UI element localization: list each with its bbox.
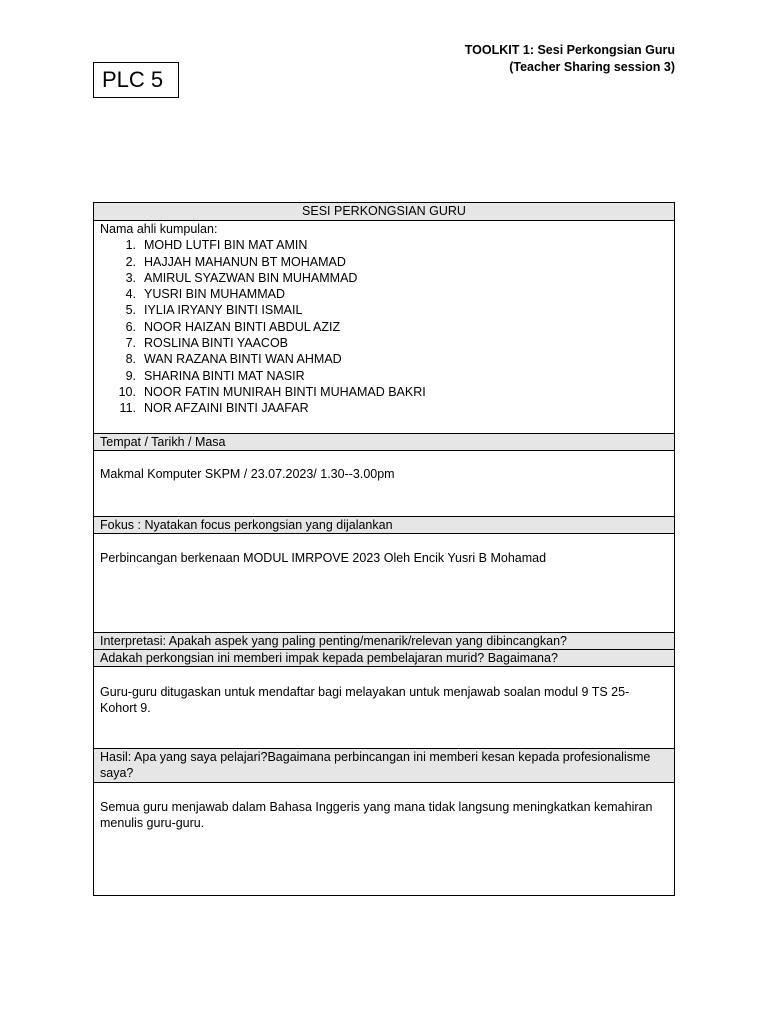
place-label: Tempat / Tarikh / Masa: [100, 435, 226, 449]
member-number: 4.: [125, 287, 136, 302]
member-list-item: [100, 368, 668, 384]
members-list: [100, 237, 668, 416]
focus-value: Perbincangan berkenaan MODUL IMRPOVE 2023 Oleh Encik Yusri B Mohamad: [100, 551, 547, 565]
member-name: SHARINA BINTI MAT NASIR: [144, 368, 305, 383]
members-section: [94, 220, 674, 434]
member-name: WAN RAZANA BINTI WAN AHMAD: [144, 352, 342, 367]
member-name: HAJJAH MAHANUN BT MOHAMAD: [144, 254, 346, 269]
impact-label: Adakah perkongsian ini memberi impak kepada pembelajaran murid? Bagaimana?: [100, 651, 558, 665]
member-list-item: [100, 319, 668, 335]
toolkit-heading: [465, 42, 675, 76]
member-list-item: [100, 400, 668, 416]
member-number: 7.: [125, 336, 136, 351]
focus-label: Fokus : Nyatakan focus perkongsian yang dijalankan: [100, 518, 393, 532]
form-title-row: [94, 203, 674, 220]
member-number: 1.: [125, 238, 136, 253]
member-number: 6.: [125, 319, 136, 334]
impact-label-row: [94, 649, 674, 666]
toolkit-title: TOOLKIT 1: Sesi Perkongsian Guru: [464, 43, 675, 57]
plc-label: PLC 5: [102, 67, 164, 92]
member-list-item: [100, 286, 668, 302]
result-value-section: [94, 782, 674, 896]
interpretation-label: Interpretasi: Apakah aspek yang paling penting/menarik/relevan yang dibincangkan?: [100, 634, 567, 648]
member-number: 3.: [125, 270, 136, 285]
member-list-item: [100, 237, 668, 253]
member-name: NOOR FATIN MUNIRAH BINTI MUHAMAD BAKRI: [144, 384, 426, 399]
interpretation-label-row: [94, 632, 674, 649]
member-number: 9.: [125, 368, 136, 383]
focus-value-section: [94, 533, 674, 632]
member-name: IYLIA IRYANY BINTI ISMAIL: [144, 303, 303, 318]
member-list-item: [100, 270, 668, 286]
result-label-row: [94, 748, 674, 782]
member-list-item: [100, 384, 668, 400]
focus-label-row: [94, 516, 674, 533]
member-name: YUSRI BIN MUHAMMAD: [144, 287, 285, 302]
place-value: Makmal Komputer SKPM / 23.07.2023/ 1.30--3.00pm: [100, 467, 395, 481]
impact-value-section: [94, 666, 674, 748]
result-label: Hasil: Apa yang saya pelajari?Bagaimana perbincangan ini memberi kesan kepada profesionalisme saya?: [100, 750, 651, 781]
result-value: Semua guru menjawab dalam Bahasa Inggeris yang mana tidak langsung meningkatkan kemahiran menulis guru-guru.: [100, 800, 653, 831]
toolkit-subtitle: (Teacher Sharing session 3): [509, 60, 675, 74]
member-number: 8.: [125, 352, 136, 367]
member-number: 11.: [119, 401, 136, 416]
place-value-section: [94, 450, 674, 516]
member-name: ROSLINA BINTI YAACOB: [144, 336, 289, 351]
member-number: 10.: [118, 384, 136, 399]
member-name: MOHD LUTFI BIN MAT AMIN: [144, 238, 308, 253]
member-name: NOOR HAIZAN BINTI ABDUL AZIZ: [144, 319, 341, 334]
member-name: NOR AFZAINI BINTI JAAFAR: [144, 401, 309, 416]
impact-value: Guru-guru ditugaskan untuk mendaftar bagi melayakan untuk menjawab soalan modul 9 TS 25-Kohort 9.: [100, 685, 630, 716]
form-title: SESI PERKONGSIAN GURU: [302, 204, 466, 218]
member-list-item: [100, 302, 668, 318]
member-number: 2.: [125, 254, 136, 269]
members-label: Nama ahli kumpulan:: [100, 222, 218, 236]
sharing-session-form: [93, 202, 675, 896]
member-list-item: [100, 351, 668, 367]
place-label-row: [94, 433, 674, 450]
plc-label-box: [93, 62, 179, 98]
member-list-item: [100, 335, 668, 351]
member-number: 5.: [125, 303, 136, 318]
member-list-item: [100, 254, 668, 270]
member-name: AMIRUL SYAZWAN BIN MUHAMMAD: [144, 270, 358, 285]
